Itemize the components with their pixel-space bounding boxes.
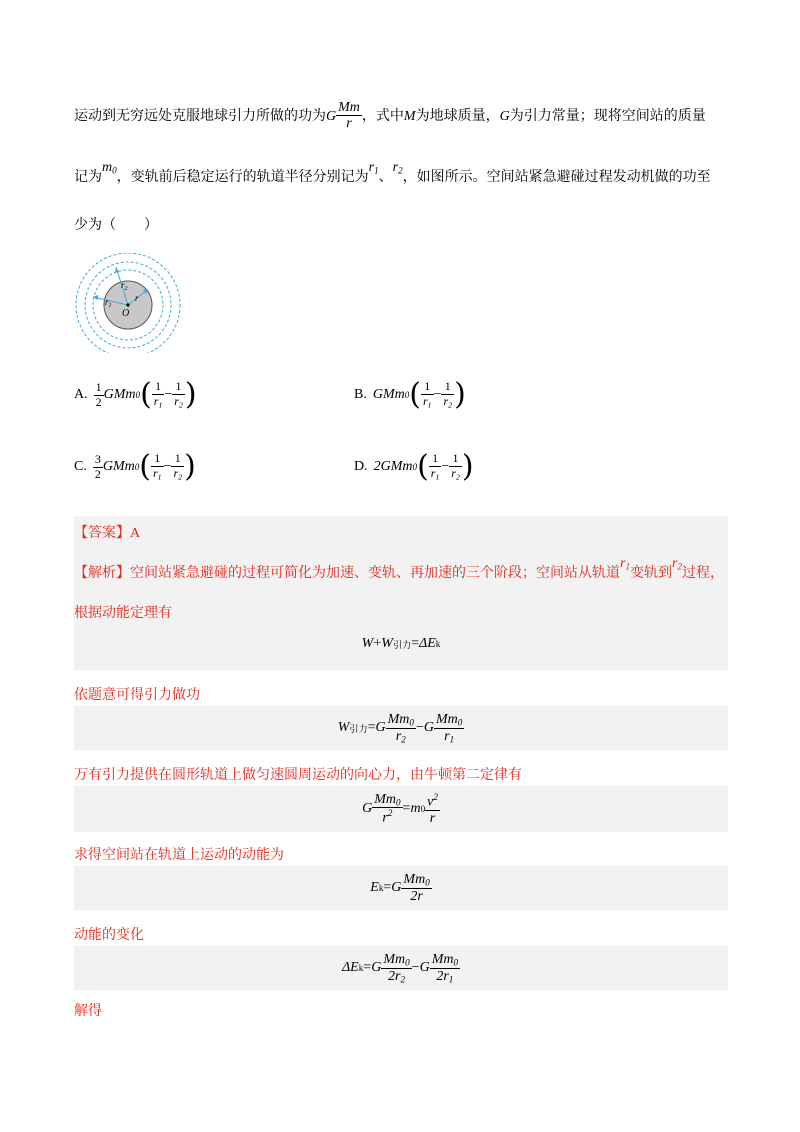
label-r: r [135, 293, 139, 303]
var-m0: $m_0$ [102, 160, 117, 176]
fraction-Mm-over-r: $\frac{Mm}{r}$ [338, 100, 360, 132]
label-O: O [122, 308, 130, 319]
equation-energy-change: ΔE k = G $\frac{Mm_0}{2r_2}$ − G $\frac{Mm_0}{2r_1}$ [74, 946, 728, 990]
question-line-3: 少为（ ） [74, 217, 158, 233]
var-r1: $r_1$ [368, 160, 379, 176]
equation-kinetic-energy: E k = G $\frac{Mm_0}{2r}$ [74, 866, 728, 910]
equation-work-energy: W + W 引力 = ΔE k [361, 636, 441, 651]
var-r2: $r_2$ [392, 160, 403, 176]
label-r1: $r_1$ [105, 297, 112, 309]
analysis-label: 【解析】 [74, 565, 130, 581]
analysis-newton-text: 万有引力提供在圆形轨道上做匀速圆周运动的向心力，由牛顿第二定律有 [74, 767, 522, 783]
analysis-line-1: 【解析】空间站紧急避碰的过程可简化为加速、变轨、再加速的三个阶段；空间站从轨道$r_1$变轨到$r_2$过程， [74, 556, 724, 581]
option-A[interactable]: A. $\frac{1}{2}$ GMm 0 ( $\frac{1}{r_1}$ − $\frac{1}{r_2}$ ) [74, 377, 197, 412]
var-G: G [326, 108, 337, 124]
question-line-1: 运动到无穷远处克服地球引力所做的功为G $\frac{Mm}{r}$ ，式中M为地球质量，G为引力常量；现将空间站的质量 [74, 100, 706, 132]
option-C[interactable]: C. $\frac{3}{2}$ GMm 0 ( $\frac{1}{r_1}$ − $\frac{1}{r_2}$ ) [74, 449, 196, 484]
center-point [126, 303, 129, 306]
answer-label: 【答案】 [74, 525, 130, 541]
analysis-solve-text: 解得 [74, 1003, 102, 1019]
orbit-diagram [72, 253, 184, 353]
equation-newton: G $\frac{Mm_0}{r^2}$ = m 0 $\frac{v^2}{r}$ [74, 786, 728, 832]
analysis-ek-text: 求得空间站在轨道上运动的动能为 [74, 847, 284, 863]
equation-gravity-work: W 引力 = G $\frac{Mm_0}{r_2}$ − G $\frac{Mm_0}{r_1}$ [74, 706, 728, 750]
answer-value: A [130, 526, 141, 541]
option-D[interactable]: D. 2GMm 0 ( $\frac{1}{r_1}$ − $\frac{1}{r_2}$ ) [354, 449, 474, 484]
analysis-line-2: 根据动能定理有 [74, 605, 172, 621]
analysis-change-text: 动能的变化 [74, 927, 144, 943]
question-text: 运动到无穷远处克服地球引力所做的功为 [74, 107, 326, 124]
label-r2: $r_2$ [121, 280, 128, 292]
analysis-gravity-text: 依题意可得引力做功 [74, 687, 200, 703]
option-B[interactable]: B. GMm 0 ( $\frac{1}{r_1}$ − $\frac{1}{r_2}$ ) [354, 377, 466, 412]
question-line-2: 记为$m_0$，变轨前后稳定运行的轨道半径分别记为$r_1$、$r_2$，如图所示。空间站紧急避碰过程发动机做的功至 [74, 160, 711, 185]
answer-line [74, 522, 140, 542]
